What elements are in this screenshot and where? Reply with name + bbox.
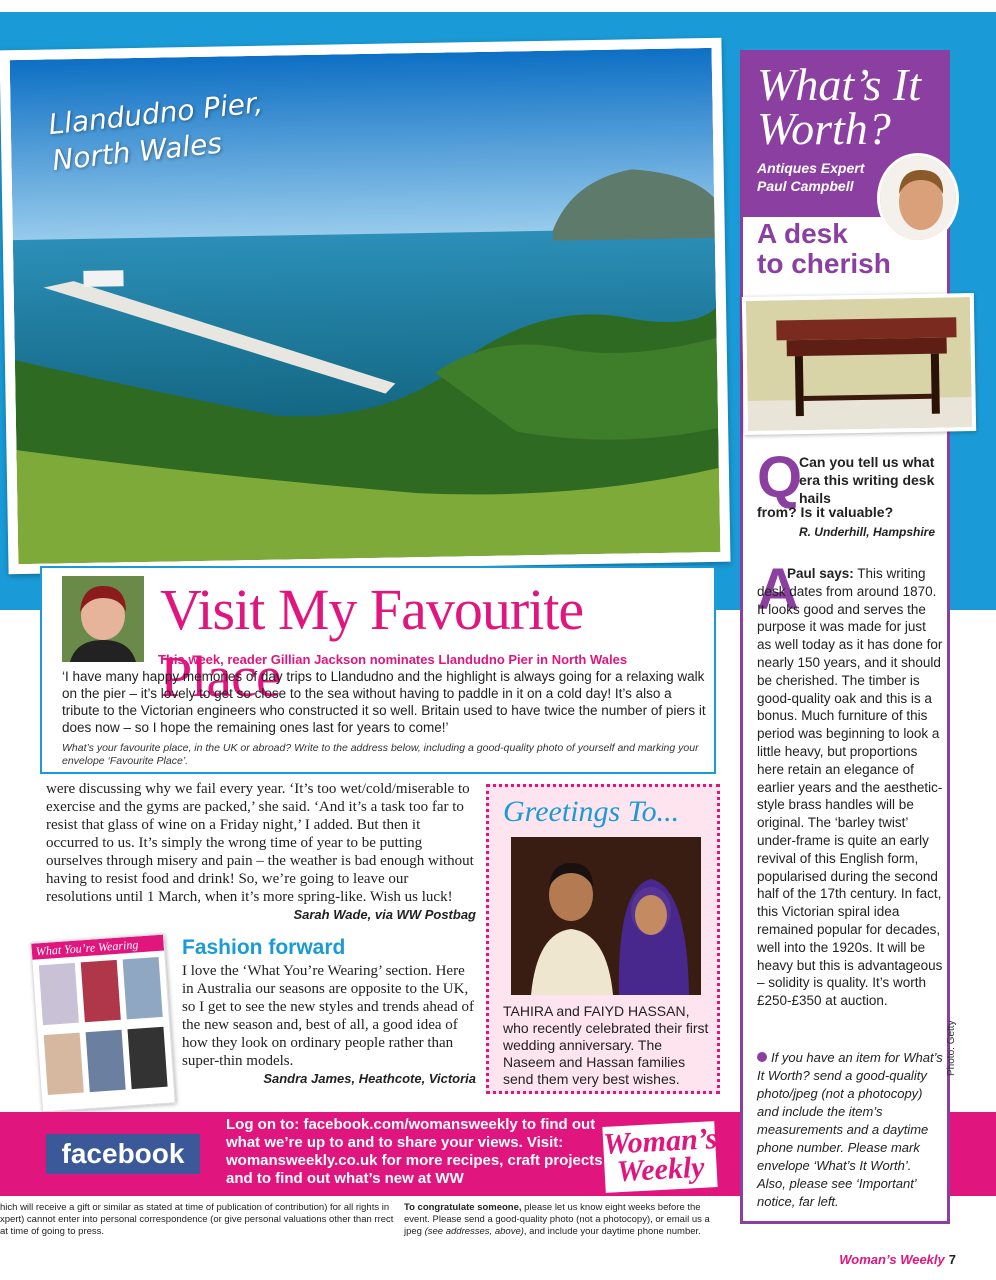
- answer-lead: Paul says:: [787, 566, 854, 581]
- favourite-place-subtitle: This week, reader Gillian Jackson nominates Llandudno Pier in North Wales: [158, 652, 628, 667]
- womans-weekly-logo: Woman’s Weekly: [602, 1121, 717, 1193]
- fashion-forward-body: [182, 962, 476, 1088]
- question-q-letter: Q: [757, 445, 803, 510]
- question-attribution: R. Underhill, Hampshire: [798, 525, 935, 539]
- facebook-logo[interactable]: facebook: [46, 1134, 200, 1174]
- footer-right-text-a: please let us know eight weeks before the event. Please send a good-quality photo (not a photocopy), or email us a jpeg: [404, 1202, 710, 1237]
- greetings-title: Greetings To...: [503, 795, 680, 828]
- reader-photo: [62, 576, 144, 662]
- whats-it-worth-title: What’s It Worth?: [757, 59, 921, 154]
- greetings-box: [486, 784, 720, 1094]
- page-footer: [839, 1252, 956, 1267]
- writing-desk-photo: [742, 293, 976, 435]
- fashion-signature: Sandra James, Heathcote, Victoria: [263, 1071, 476, 1086]
- footer-right-bold: To congratulate someone,: [404, 1202, 522, 1213]
- footer-left-notice: hich will receive a gift or similar as stated at time of publication of contribution) for all rights in xpert) cannot enter into personal correspondence (or give personal valuations other than rrect at time of going to press.: [0, 1202, 394, 1237]
- fashion-forward-title: Fashion forward: [182, 936, 346, 959]
- favourite-place-quote: ‘I have many happy memories of day trips to Llandudno and the highlight is always going for a relaxing walk on the pier – it’s lovely to get so close to the sea without having to paddle in it on a cold day! It’s also a tribute to the Victorian engineers who constructed it so well. Britain used to have twice the number of piers it does now – so I hope the remaining ones last for years to come!’: [62, 669, 706, 735]
- favourite-place-title: Visit My Favourite Place: [160, 577, 584, 709]
- magazine-thumbnail: [30, 934, 176, 1113]
- fashion-body-text: I love the ‘What You’re Wearing’ section. Here in Australia our seasons are opposite to the UK, so I get to see the new styles and trends ahead of the new season and, best of all, a good idea of how they look on ordinary people rather than super-thin models.: [182, 963, 474, 1069]
- whats-it-worth-column: [740, 50, 950, 1224]
- photo-caption: Llandudno Pier, North Wales: [46, 85, 265, 178]
- letter-body: were discussing why we fail every year. ‘It’s too wet/cold/miserable to exercise and the gyms are packed,’ she said. ‘And it’s a task too far to resist that glass of wine on a Friday night,’ I added. But then it occurred to us. It’s simply the wrong time of year to be putting ourselves through misery and pain – the weather is bad enough without having to resist food and drink! So, we’re going to leave our resolutions until 1 March, when it’s more spring-like. Wish us luck!: [46, 781, 474, 905]
- question-text: Can you tell us what era this writing desk hails: [799, 454, 935, 506]
- question-text-cont: from? Is it valuable?: [757, 504, 894, 520]
- footer-right-notice: [404, 1202, 724, 1238]
- favourite-place-box: [40, 566, 716, 774]
- magazine-thumbnail-label: What You’re Wearing: [31, 935, 164, 960]
- favourite-place-note: What’s your favourite place, in the UK or abroad? Write to the address below, including a good-quality photo of yourself and marking your envelope ‘Favourite Place’.: [62, 742, 699, 767]
- couple-photo: [511, 837, 701, 995]
- answer-text: [757, 565, 943, 1010]
- answer-body: This writing desk dates from around 1870. It looks good and serves the purpose it was made for just as well today as it has done for nearly 150 years, and it should be cherished. The timber is good-quality oak and this is a bonus. Much furniture of this period was beginning to look a little heavy, but proportions here retain an elegance of earlier years and the aesthetic-style brass handles will be original. The ‘barley twist’ under-frame is quite an early revival of this English form, popularised during the second half of the 17th century. In fact, this Victorian spiral idea remained popular for decades, well into the 1920s. It will be heavy but this is advantageous – solidity is quality. It’s worth £250-£350 at auction.: [757, 566, 943, 1009]
- greetings-text: TAHIRA and FAIYD HASSAN, who recently celebrated their first wedding anniversary. The Naseem and Hassan families send them very best wishes.: [503, 1003, 709, 1087]
- expert-label: Antiques Expert Paul Campbell: [757, 160, 865, 194]
- facebook-banner-text: Log on to: facebook.com/womansweekly to find out what we’re up to and to share your views. Visit: womansweekly.co.uk for more recipes, craft projects and to find out what’s new at WW: [226, 1116, 603, 1187]
- whats-it-worth-headline: A desk to cherish: [757, 218, 891, 279]
- footer-right-text-b: , and include your daytime phone number.: [523, 1226, 701, 1237]
- tip-text: If you have an item for What’s It Worth? send a good-quality photo/jpeg (not a photocopy) and include the item’s measurements and a daytime phone number. Please mark envelope ‘What’s It Worth’. Also, please see ‘Important’ notice, far left.: [757, 1050, 943, 1209]
- page-number: 7: [948, 1252, 956, 1267]
- photo-credit: Photo: Getty: [946, 1020, 957, 1076]
- letter-signature: Sarah Wade, via WW Postbag: [293, 907, 476, 922]
- answer-a-letter: A: [757, 557, 799, 622]
- postbag-letter: [46, 780, 476, 924]
- bullet-icon: [757, 1052, 767, 1062]
- footer-magazine-name: Woman’s Weekly: [839, 1252, 945, 1267]
- footer-right-italic: (see addresses, above): [424, 1226, 524, 1237]
- submission-tip: [757, 1049, 943, 1211]
